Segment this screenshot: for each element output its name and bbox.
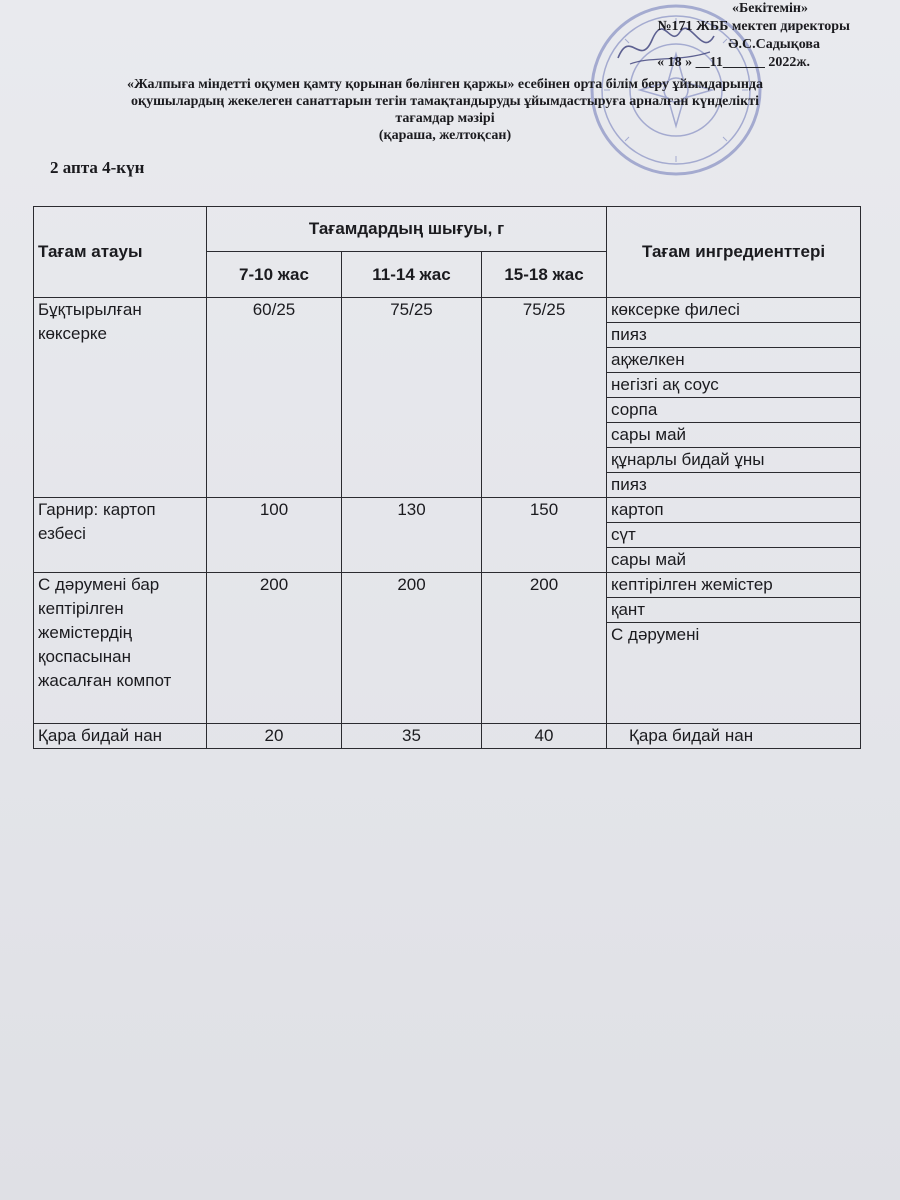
ingredient: кептірілген жемістер <box>607 573 861 598</box>
ingredient: құнарлы бидай ұны <box>607 448 861 473</box>
day-label: 2 апта 4-күн <box>50 158 145 177</box>
yield-15-18: 150 <box>482 498 607 573</box>
title-line-3: тағамдар мәзірі <box>395 111 495 126</box>
ingredient: ақжелкен <box>607 348 861 373</box>
ingredient: негізгі ақ соус <box>607 373 861 398</box>
header-yield: Тағамдардың шығуы, г <box>207 207 607 252</box>
yield-7-10: 100 <box>207 498 342 573</box>
dish-name: С дәрумені бар кептірілген жемістердің қоспасынан жасалған компот <box>34 573 207 724</box>
yield-11-14: 200 <box>342 573 482 724</box>
approval-heading: «Бекітемін» <box>731 1 808 16</box>
yield-15-18: 75/25 <box>482 298 607 498</box>
ingredient: С дәрумені <box>607 623 861 724</box>
header-age-11-14: 11-14 жас <box>342 252 482 298</box>
ingredient: сүт <box>607 523 861 548</box>
approval-director-name: Ә.С.Садықова <box>728 37 820 52</box>
yield-15-18: 40 <box>482 724 607 749</box>
yield-7-10: 60/25 <box>207 298 342 498</box>
ingredient: сары май <box>607 423 861 448</box>
table-row <box>34 724 861 749</box>
ingredient: Қара бидай нан <box>607 724 861 749</box>
ingredient: қант <box>607 598 861 623</box>
yield-15-18: 200 <box>482 573 607 724</box>
approval-position: №171 ЖББ мектеп директоры <box>657 19 850 34</box>
ingredient: пияз <box>607 473 861 498</box>
table-row <box>34 298 861 323</box>
approval-date: « 18 » __11______ 2022ж. <box>657 55 810 70</box>
ingredient: көксерке филесі <box>607 298 861 323</box>
title-line-1: «Жалпыға міндетті оқумен қамту қорынан бөлінген қаржы» есебінен орта білім беру ұйымдарында <box>126 77 763 92</box>
menu-table <box>33 206 861 749</box>
header-age-15-18: 15-18 жас <box>482 252 607 298</box>
table-row <box>34 498 861 523</box>
yield-11-14: 75/25 <box>342 298 482 498</box>
dish-name: Гарнир: картоп езбесі <box>34 498 207 573</box>
dish-name: Қара бидай нан <box>34 724 207 749</box>
ingredient: сары май <box>607 548 861 573</box>
approval-block <box>560 0 850 72</box>
table-row <box>34 573 861 598</box>
header-dish-name: Тағам атауы <box>34 207 207 298</box>
title-line-2: оқушылардың жекелеген санаттарын тегін тамақтандыруды ұйымдастыруға арналған күнделікті <box>131 94 759 109</box>
document-title <box>30 76 860 144</box>
header-ingredients: Тағам ингредиенттері <box>607 207 861 298</box>
yield-7-10: 200 <box>207 573 342 724</box>
yield-7-10: 20 <box>207 724 342 749</box>
ingredient: пияз <box>607 323 861 348</box>
yield-11-14: 35 <box>342 724 482 749</box>
ingredient: картоп <box>607 498 861 523</box>
yield-11-14: 130 <box>342 498 482 573</box>
title-line-4: (қараша, желтоқсан) <box>378 128 512 143</box>
dish-name: Бұқтырылған көксерке <box>34 298 207 498</box>
ingredient: сорпа <box>607 398 861 423</box>
header-age-7-10: 7-10 жас <box>207 252 342 298</box>
